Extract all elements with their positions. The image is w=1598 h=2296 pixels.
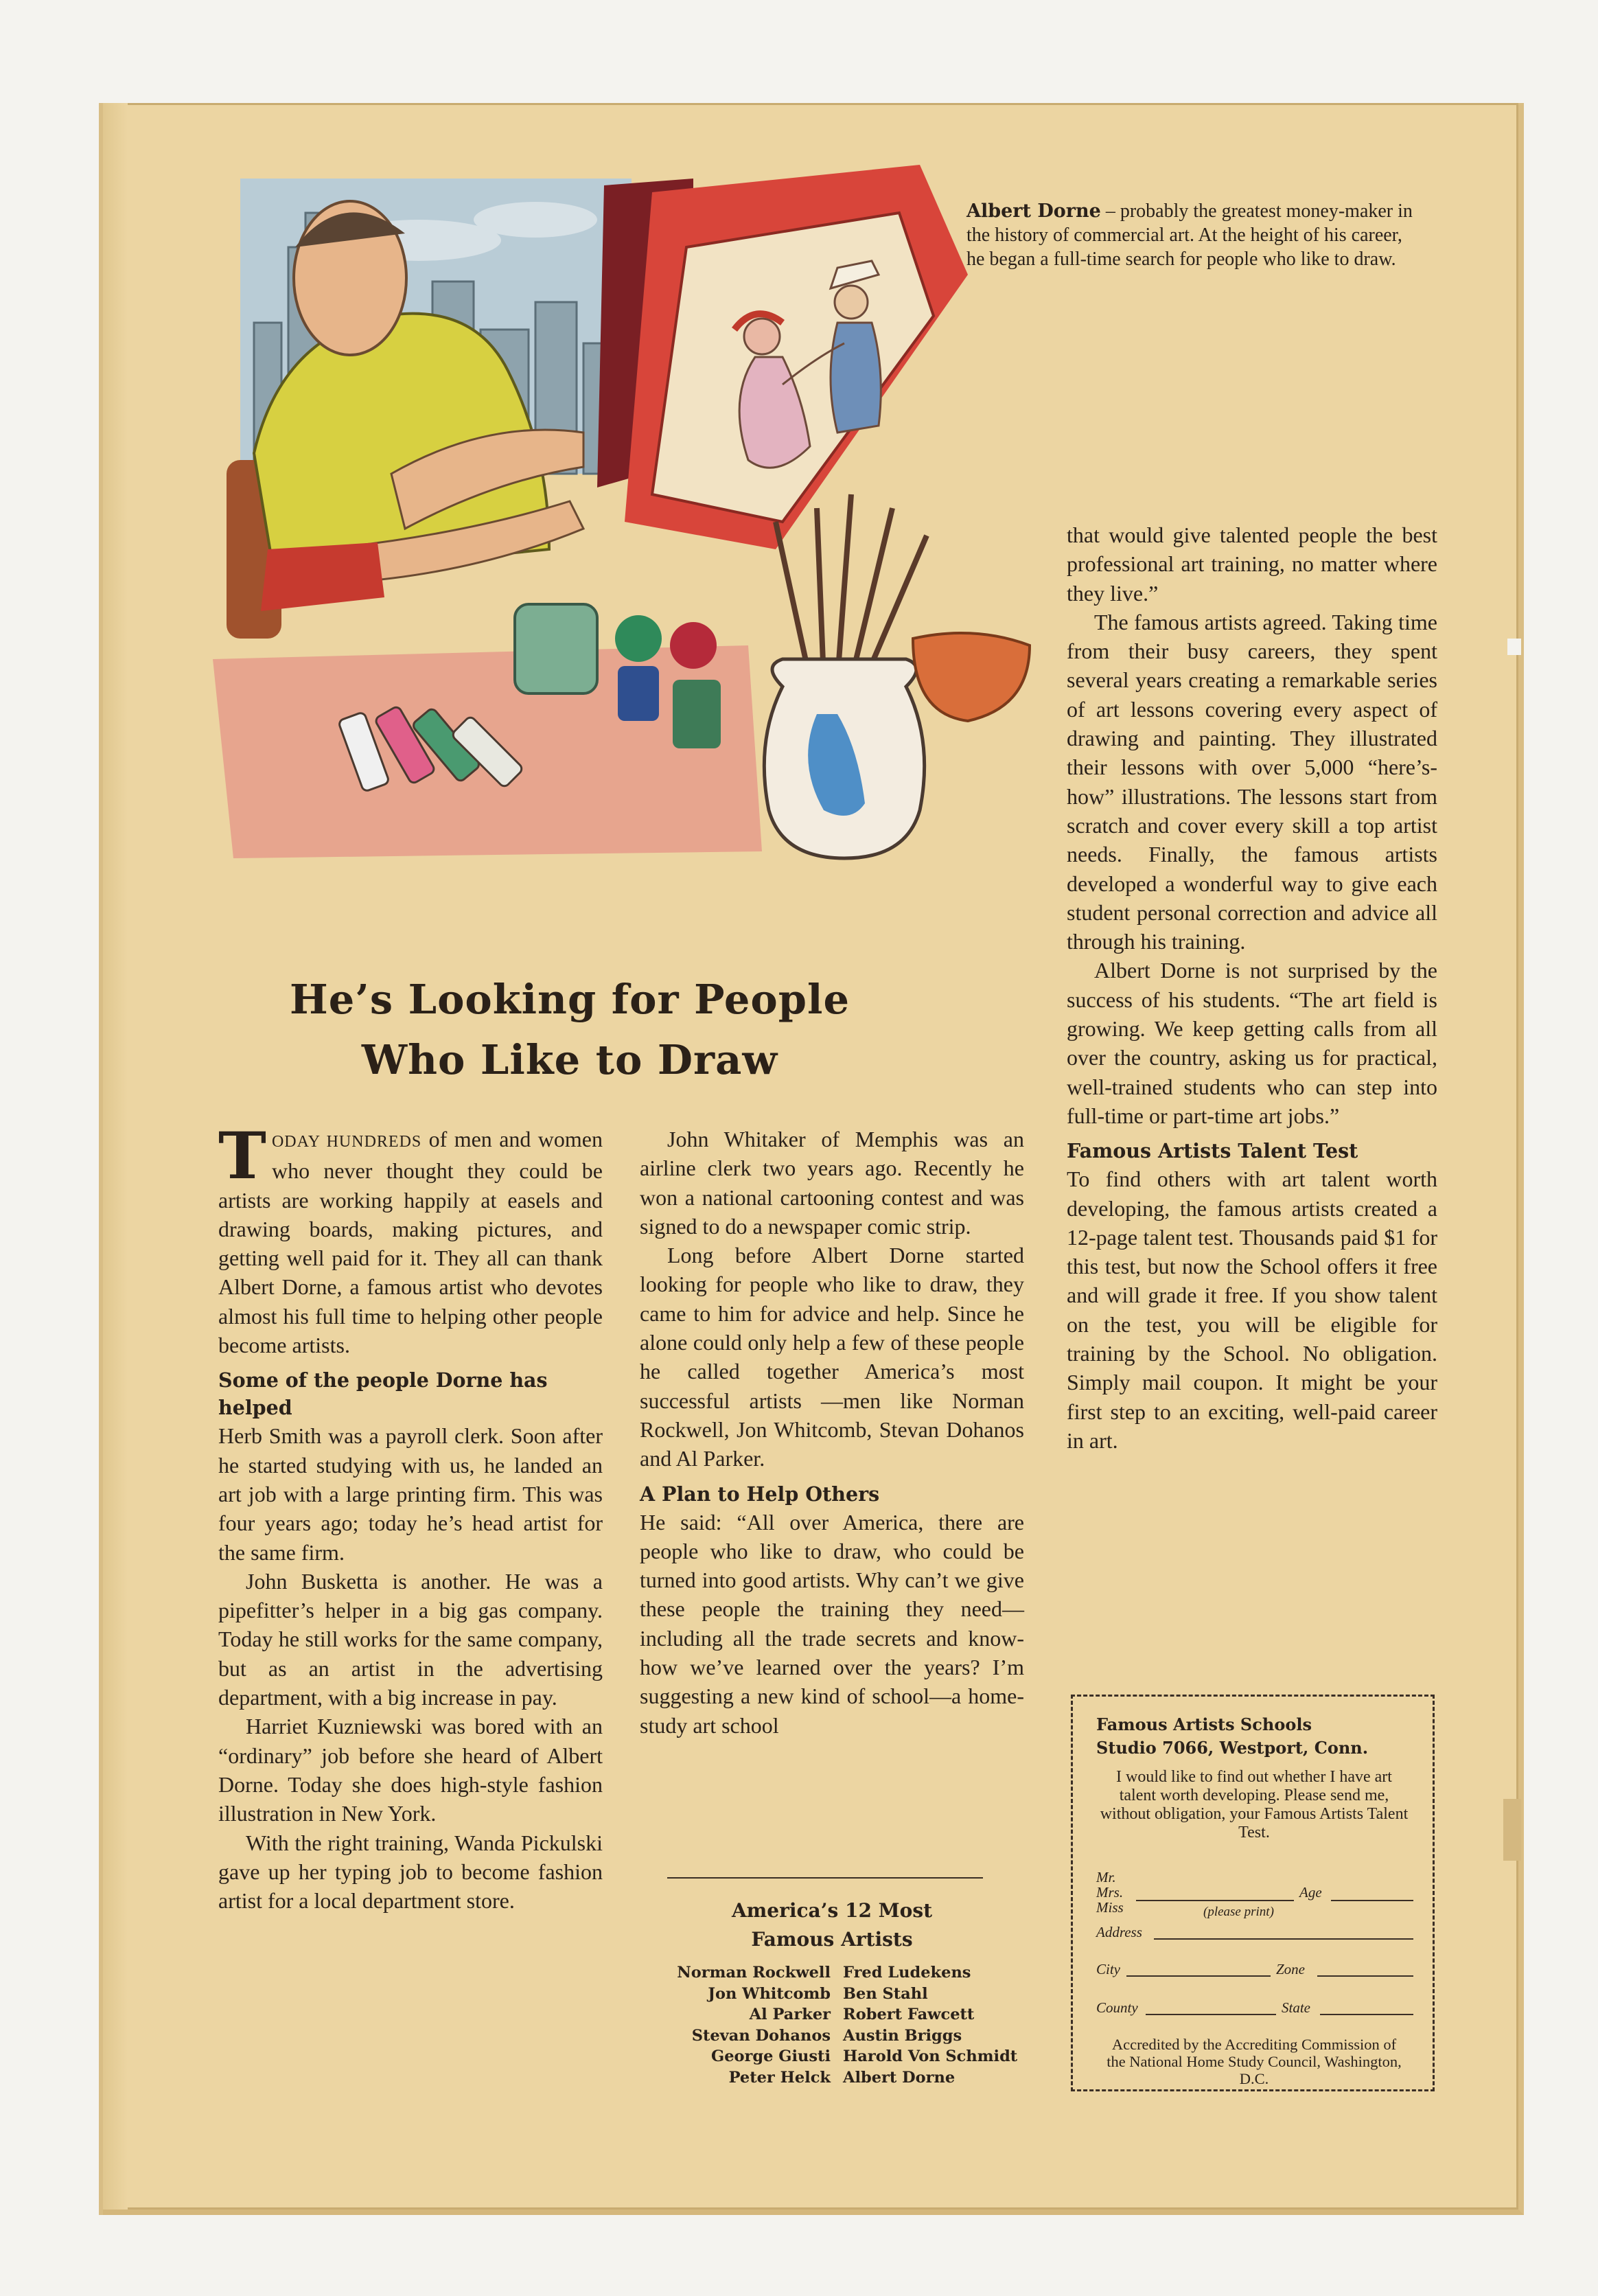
col1-paragraph-5: With the right training, Wanda Pickulski gave up her typing job to become fashion artist for a local department store.	[218, 1830, 603, 1914]
coupon-age-line[interactable]	[1331, 1900, 1413, 1901]
artist-right-6: Albert Dorne	[843, 2068, 956, 2087]
col2-subheading: A Plan to Help Others	[640, 1482, 880, 1506]
artist-right-2: Ben Stahl	[843, 1984, 928, 2003]
coupon-body-text: I would like to find out whether I have art talent worth developing. Please send me, without obligation, your Famous Artists Talent Test.	[1100, 1768, 1409, 1841]
artists-title-line-1: America’s 12 Most	[731, 1899, 933, 1922]
artist-left-3: Al Parker	[749, 2006, 831, 2023]
col1-subheading: Some of the people Dorne has helped	[218, 1368, 548, 1420]
artist-left-1: Norman Rockwell	[677, 1964, 831, 1982]
coupon-name-line[interactable]	[1136, 1900, 1294, 1901]
artist-left-2: Jon Whitcomb	[708, 1984, 831, 2003]
col1-p1-text: of men and women who never thought they could be artists are working happily at easels and drawing boards, making pictures, and getting well paid for it. They all can thank Albert Dorne, a famous artist who devotes almost his full time to helping other people become artists.	[218, 1127, 603, 1358]
article-column-2	[640, 1125, 1024, 1740]
artist-at-easel-illustration	[213, 165, 1126, 961]
coupon-address-line[interactable]	[1154, 1938, 1413, 1940]
article-column-3	[1067, 520, 1437, 1455]
coupon-please-print: (please print)	[1203, 1905, 1274, 1919]
caption-name: Albert Dorne	[966, 200, 1101, 222]
artist-right-4: Austin Briggs	[843, 2026, 962, 2045]
coupon-accreditation: Accredited by the Accrediting Commission of the National Home Study Council, Washington, D.C.	[1107, 2036, 1402, 2087]
caption-text: – probably the greatest money-maker in the history of commercial art. At the height of his career, he began a full-time search for people who like to draw.	[966, 200, 1413, 270]
artists-box-divider	[667, 1877, 983, 1879]
coupon-title	[1096, 1713, 1368, 1760]
coupon-label-state: State	[1282, 1999, 1310, 2016]
coupon-state-line[interactable]	[1320, 2014, 1413, 2015]
coupon-title-line-2: Studio 7066, Westport, Conn.	[1096, 1738, 1369, 1758]
easel-canvas	[652, 213, 934, 522]
coupon-label-county: County	[1096, 1999, 1138, 2016]
lead-smallcaps: ODAY HUNDREDS	[271, 1133, 422, 1151]
col2-paragraph-1: John Whitaker of Memphis was an airline clerk two years ago. Recently he won a national cartooning contest and was signed to do a newspaper comic strip.	[640, 1127, 1024, 1239]
artist-left-4: Stevan Dohanos	[691, 2026, 831, 2045]
col2-paragraph-2: Long before Albert Dorne started looking for people who like to draw, they came to him for advice and help. Since he alone could only help a few of these people he called together America’s most successful artists —men like Norman Rockwell, Jon Whitcomb, Stevan Dohanos and Al Parker.	[640, 1243, 1024, 1471]
col3-paragraph-2: The famous artists agreed. Taking time from their busy careers, they spent several years creating a remarkable series of art lessons covering every aspect of drawing and painting. They illustrated their lessons with over 5,000 “here’s-how” illustrations. The lessons start from scratch and cover every skill a top artist needs. Finally, the famous artists developed a wonderful way to give each student personal correction and advice all through his training.	[1067, 609, 1437, 954]
coupon-label-miss: Miss	[1096, 1899, 1124, 1916]
col3-paragraph-3: Albert Dorne is not surprised by the success of his students. “The art field is growing. We keep getting calls from all over the country, asking us for practical, well-trained students who can step into full-time or part-time art jobs.”	[1067, 958, 1437, 1128]
artist-left-6: Peter Helck	[728, 2068, 831, 2087]
coupon-label-mr: Mr.	[1096, 1869, 1116, 1885]
coupon-zone-line[interactable]	[1317, 1975, 1413, 1977]
col1-paragraph-1	[218, 1118, 603, 1359]
coupon-city-line[interactable]	[1126, 1975, 1271, 1977]
artists-box-title	[640, 1896, 1024, 1954]
col3-subheading: Famous Artists Talent Test	[1067, 1139, 1358, 1163]
page-spine-edge	[103, 103, 128, 2209]
coupon-label-address: Address	[1096, 1924, 1142, 1940]
col3-paragraph-1: that would give talented people the best professional art training, no matter where they live.”	[1067, 523, 1437, 606]
col1-paragraph-4: Harriet Kuzniewski was bored with an “ordinary” job before she heard of Albert Dorne. Today she does high-style fashion illustration in New York.	[218, 1714, 603, 1826]
artist-right-1: Fred Ludekens	[843, 1964, 971, 1982]
illustration-caption	[966, 199, 1420, 271]
comic-back-cover-page	[103, 103, 1524, 2215]
page-headline	[192, 969, 947, 1090]
coupon-label-city: City	[1096, 1961, 1120, 1977]
artists-title-line-2: Famous Artists	[751, 1928, 913, 1951]
brush-vase	[764, 494, 927, 858]
coupon-label-zone: Zone	[1276, 1961, 1305, 1977]
headline-line-1: He’s Looking for People	[290, 976, 850, 1023]
article-column-1	[218, 1118, 603, 1915]
col3-paragraph-4: To find others with art talent worth developing, the famous artists created a 12-page talent test. Thousands paid $1 for this test, but now the School offers it free and will grade it free. If you show talent on the test, you will be eligible for training by the School. No obligation. Simply mail coupon. It might be your first step to an exciting, well-paid career in art.	[1067, 1167, 1437, 1453]
coupon-title-line-1: Famous Artists Schools	[1096, 1714, 1312, 1734]
water-bowl	[913, 633, 1030, 721]
artist-right-5: Harold Von Schmidt	[843, 2047, 1018, 2065]
col2-paragraph-3: He said: “All over America, there are people who like to draw, who could be turned into good artists. Why can’t we give these people the training they need—including all the trade secrets and know-how we’ve learned over the years? I’m suggesting a new kind of school—a home-study art school	[640, 1509, 1024, 1738]
coupon-label-mrs: Mrs.	[1096, 1884, 1124, 1901]
headline-line-2: Who Like to Draw	[361, 1036, 778, 1083]
artist-left-5: George Giusti	[710, 2047, 831, 2065]
drop-cap: T	[218, 1118, 266, 1194]
coupon-county-line[interactable]	[1146, 2014, 1276, 2015]
paper-staple-mark	[1503, 1799, 1521, 1861]
paper-tear-mark	[1507, 639, 1521, 655]
col1-paragraph-2: Herb Smith was a payroll clerk. Soon after he started studying with us, he landed an art job with a large printing firm. This was four years ago; today he’s head artist for the same firm.	[218, 1423, 603, 1565]
artist-right-3: Robert Fawcett	[843, 2006, 975, 2023]
col1-paragraph-3: John Busketta is another. He was a pipefitter’s helper in a big gas company. Today he still works for the same company, but as an artist in the advertising department, with a big increase in pay.	[218, 1568, 603, 1710]
mail-coupon[interactable]	[1071, 1695, 1435, 2091]
coupon-label-age: Age	[1299, 1884, 1322, 1901]
